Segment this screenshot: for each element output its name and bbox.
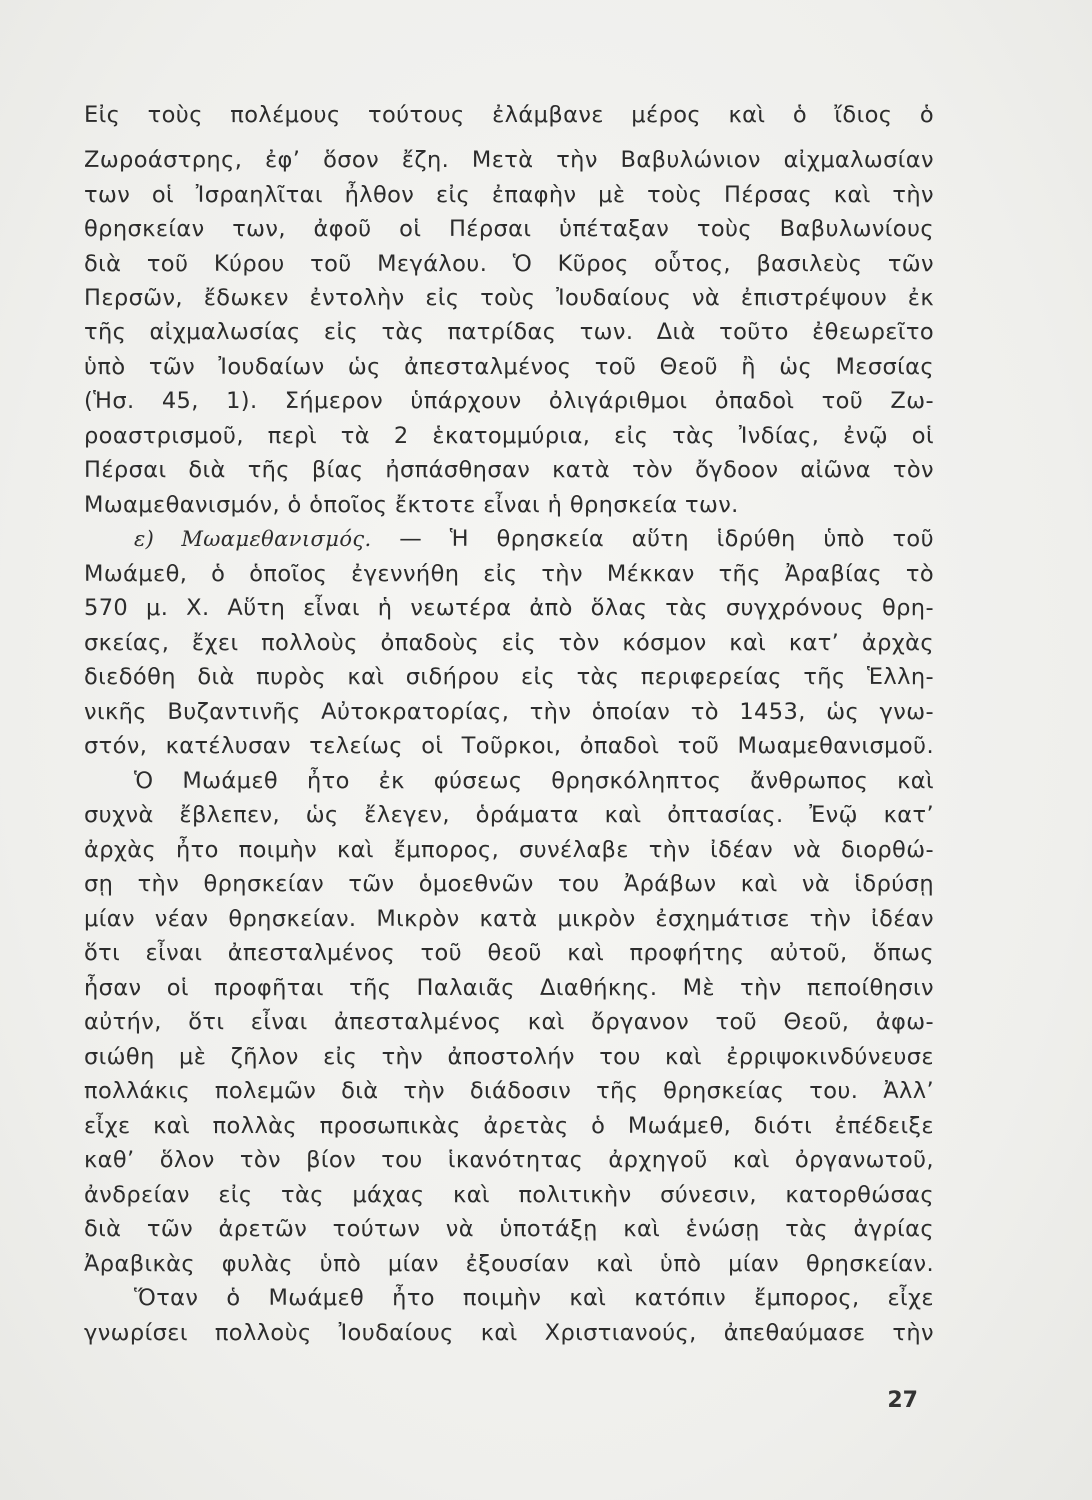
text-line: στόν, κατέλυσαν τελείως οἱ Τοῦρκοι, ὀπαδοὶ τοῦ Μωαμεθανισμοῦ.: [84, 733, 934, 759]
section-heading-line: [134, 522, 934, 556]
text-line: μίαν νέαν θρησκείαν. Μικρὸν κατὰ μικρὸν ἐσχημάτισε τὴν ἰδέαν: [84, 906, 934, 932]
text-line: Μωάμεθ, ὁ ὁποῖος ἐγεννήθη εἰς τὴν Μέκκαν τῆς Ἀραβίας τὸ: [84, 561, 934, 587]
text-line: Εἰς τοὺς πολέμους τούτους ἐλάμβανε μέρος καὶ ὁ ἴδιος ὁ: [84, 102, 934, 128]
text-line: Πέρσαι διὰ τῆς βίας ἠσπάσθησαν κατὰ τὸν ὄγδοον αἰῶνα τὸν: [84, 457, 934, 483]
text-line: Μωαμεθανισμόν, ὁ ὁποῖος ἔκτοτε εἶναι ἡ θρησκεία των.: [84, 492, 739, 518]
text-line: ἦσαν οἱ προφῆται τῆς Παλαιᾶς Διαθήκης. Μὲ τὴν πεποίθησιν: [84, 975, 934, 1001]
text-line: εἶχε καὶ πολλὰς προσωπικὰς ἀρετὰς ὁ Μωάμεθ, διότι ἐπέδειξε: [84, 1113, 934, 1139]
text-line: σιώθη μὲ ζῆλον εἰς τὴν ἀποστολήν του καὶ ἐρριψοκινδύνευσε: [84, 1044, 934, 1070]
text-line: ἀνδρείαν εἰς τὰς μάχας καὶ πολιτικὴν σύνεσιν, κατορθώσας: [84, 1182, 934, 1208]
text-line: συχνὰ ἔβλεπεν, ὡς ἔλεγεν, ὁράματα καὶ ὀπτασίας. Ἐνῷ κατ’: [84, 802, 934, 828]
text-line: διὰ τοῦ Κύρου τοῦ Μεγάλου. Ὁ Κῦρος οὗτος, βασιλεὺς τῶν: [84, 251, 934, 277]
text-line: των οἱ Ἰσραηλῖται ἦλθον εἰς ἐπαφὴν μὲ τοὺς Πέρσας καὶ τὴν: [84, 182, 934, 208]
text-line: γνωρίσει πολλοὺς Ἰουδαίους καὶ Χριστιανούς, ἀπεθαύμασε τὴν: [84, 1320, 934, 1346]
text-line: πολλάκις πολεμῶν διὰ τὴν διάδοσιν τῆς θρησκείας του. Ἀλλ’: [84, 1078, 934, 1104]
text-line: ὅτι εἶναι ἀπεσταλμένος τοῦ θεοῦ καὶ προφήτης αὐτοῦ, ὅπως: [84, 940, 934, 966]
text-line: διὰ τῶν ἀρετῶν τούτων νὰ ὑποτάξῃ καὶ ἑνώσῃ τὰς ἀγρίας: [84, 1216, 934, 1242]
text-line: διεδόθη διὰ πυρὸς καὶ σιδήρου εἰς τὰς περιφερείας τῆς Ἑλλη-: [84, 664, 934, 690]
text-line: αὐτήν, ὅτι εἶναι ἀπεσταλμένος καὶ ὄργανον τοῦ Θεοῦ, ἀφω-: [84, 1009, 934, 1035]
text-line: σκείας, ἔχει πολλοὺς ὀπαδοὺς εἰς τὸν κόσμον καὶ κατ’ ἀρχὰς: [84, 630, 934, 656]
text-line: Ἀραβικὰς φυλὰς ὑπὸ μίαν ἐξουσίαν καὶ ὑπὸ μίαν θρησκείαν.: [84, 1251, 934, 1277]
section-title: ε) Μωαμεθανισμός.: [134, 527, 372, 551]
text-line: θρησκείαν των, ἀφοῦ οἱ Πέρσαι ὑπέταξαν τοὺς Βαβυλωνίους: [84, 216, 934, 242]
text-line: 570 μ. Χ. Αὕτη εἶναι ἡ νεωτέρα ἀπὸ ὅλας τὰς συγχρόνους θρη-: [84, 595, 934, 621]
text-line: καθ’ ὅλον τὸν βίον του ἱκανότητας ἀρχηγοῦ καὶ ὀργανωτοῦ,: [84, 1147, 934, 1173]
text-line: Ζωροάστρης, ἐφ’ ὅσον ἔζη. Μετὰ τὴν Βαβυλώνιον αἰχμαλωσίαν: [84, 147, 934, 173]
paragraph-first-line: Ὅταν ὁ Μωάμεθ ἦτο ποιμὴν καὶ κατόπιν ἔμπορος, εἶχε: [134, 1285, 934, 1311]
page-number: 27: [887, 1388, 918, 1413]
section-heading-rest: — Ἡ θρησκεία αὕτη ἱδρύθη ὑπὸ τοῦ: [399, 526, 934, 552]
text-line: Περσῶν, ἔδωκεν ἐντολὴν εἰς τοὺς Ἰουδαίους νὰ ἐπιστρέψουν ἐκ: [84, 285, 934, 311]
text-line: ἀρχὰς ἦτο ποιμὴν καὶ ἔμπορος, συνέλαβε τὴν ἰδέαν νὰ διορθώ-: [84, 837, 934, 863]
text-line: σῃ τὴν θρησκείαν τῶν ὁμοεθνῶν του Ἀράβων καὶ νὰ ἱδρύσῃ: [84, 871, 934, 897]
text-line: ροαστρισμοῦ, περὶ τὰ 2 ἑκατομμύρια, εἰς τὰς Ἰνδίας, ἐνῷ οἱ: [84, 423, 934, 449]
text-line: ὑπὸ τῶν Ἰουδαίων ὡς ἀπεσταλμένος τοῦ Θεοῦ ἢ ὡς Μεσσίας: [84, 354, 934, 380]
text-line: τῆς αἰχμαλωσίας εἰς τὰς πατρίδας των. Διὰ τοῦτο ἐθεωρεῖτο: [84, 319, 934, 345]
paragraph-first-line: Ὁ Μωάμεθ ἦτο ἐκ φύσεως θρησκόληπτος ἄνθρωπος καὶ: [134, 768, 934, 794]
text-line: νικῆς Βυζαντινῆς Αὐτοκρατορίας, τὴν ὁποίαν τὸ 1453, ὡς γνω-: [84, 699, 934, 725]
text-line: (Ἡσ. 45, 1). Σήμερον ὑπάρχουν ὀλιγάριθμοι ὀπαδοὶ τοῦ Ζω-: [84, 388, 934, 414]
